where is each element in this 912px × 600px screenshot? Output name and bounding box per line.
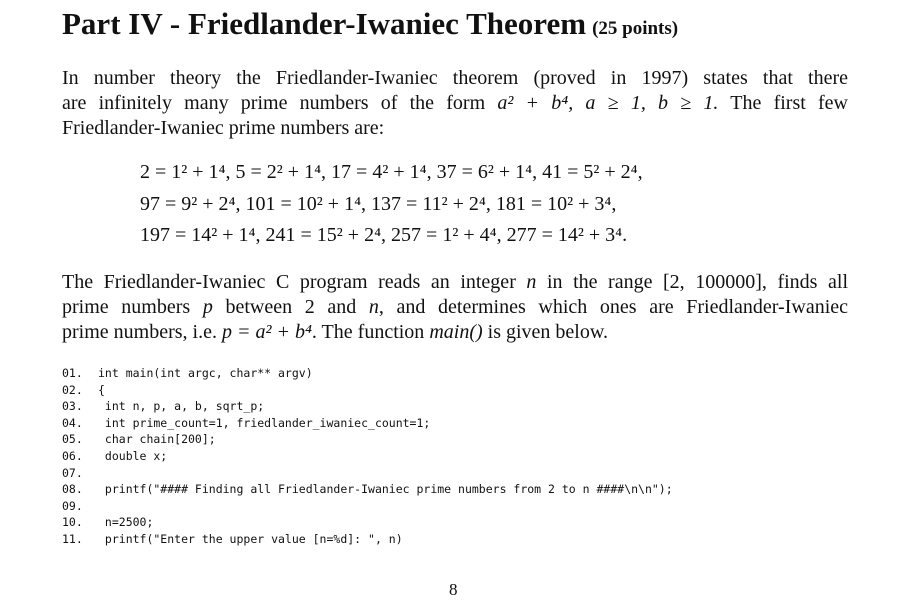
intro-line-2 [62,91,848,116]
description-line-2-text: prime numbers [62,296,203,318]
description-paragraph [62,270,848,345]
code-text: n=2500; [98,515,154,530]
line-number: 11. [62,531,83,546]
code-text: double x; [98,448,168,463]
description-line-3-tail: is given below. [482,321,608,343]
line-number: 07. [62,465,83,480]
line-number: 04. [62,415,83,430]
section-title-text: Part IV - Friedlander-Iwaniec Theorem [62,6,587,41]
code-line [62,465,673,482]
variable-p: p [202,296,213,318]
code-line [62,415,673,432]
line-number: 02. [62,382,83,397]
code-line [62,481,673,498]
code-listing [62,365,673,548]
code-text: printf("#### Finding all Friedlander-Iwaniec prime numbers from 2 to n ####\n\n"); [98,482,673,497]
code-line [62,514,673,531]
page-number: 8 [449,580,458,599]
code-text: printf("Enter the upper value [n=%d]: ", n) [98,531,403,546]
description-line-2-tail: , and determines which ones are Friedlander-Iwaniec [378,296,849,318]
equation-line-2: 97 = 9² + 2⁴, 101 = 10² + 1⁴, 137 = 11² + 2⁴, 181 = 10² + 3⁴, [140,193,617,215]
code-line [62,448,673,465]
code-line [62,431,673,448]
line-number: 10. [62,515,83,530]
line-number: 01. [62,366,83,380]
variable-n: n [526,271,537,293]
description-line-1 [62,270,848,295]
description-line-3 [62,320,848,345]
code-line [62,498,673,515]
description-line-1-text: The Friedlander-Iwaniec C program reads an integer [62,271,527,293]
intro-line-1: In number theory the Friedlander-Iwaniec theorem (proved in 1997) states that there [62,67,848,89]
line-number: 05. [62,432,83,447]
line-number: 09. [62,498,83,513]
line-number: 03. [62,399,83,414]
section-title [62,6,678,42]
intro-line-3: Friedlander-Iwaniec prime numbers are: [62,117,385,139]
intro-line-2-text: are infinitely many prime numbers of the form [62,92,498,114]
equation-line-3: 197 = 14² + 1⁴, 241 = 15² + 2⁴, 257 = 1² + 4⁴, 277 = 14² + 3⁴. [140,224,628,246]
equation-line-1: 2 = 1² + 1⁴, 5 = 2² + 1⁴, 17 = 4² + 1⁴, 37 = 6² + 1⁴, 41 = 5² + 2⁴, [140,161,643,183]
code-text: int prime_count=1, friedlander_iwaniec_count=1; [98,415,431,430]
code-text: { [98,382,105,397]
points-label: (25 points) [592,18,679,39]
description-line-1-tail: in the range [2, 100000], finds all [536,271,848,293]
description-line-3-mid: . The function [311,321,430,343]
code-text: char chain[200]; [98,432,216,447]
formula: p = a² + b⁴ [221,321,312,343]
description-line-2-mid: between 2 and [212,296,369,318]
description-line-2 [62,295,848,320]
code-line [62,531,673,548]
line-number: 08. [62,482,83,497]
intro-line-2-math: a² + b⁴, a ≥ 1, b ≥ 1. [497,92,719,114]
code-line [62,365,673,382]
code-line [62,398,673,415]
code-text: int n, p, a, b, sqrt_p; [98,399,265,414]
function-name: main() [429,321,483,343]
variable-n: n [368,296,379,318]
line-number: 06. [62,448,83,463]
intro-paragraph [62,66,848,141]
code-text: int main(int argc, char** argv) [98,366,313,380]
description-line-3-text: prime numbers, i.e. [62,321,222,343]
intro-line-2-tail: The first few [718,92,848,114]
code-line [62,382,673,399]
